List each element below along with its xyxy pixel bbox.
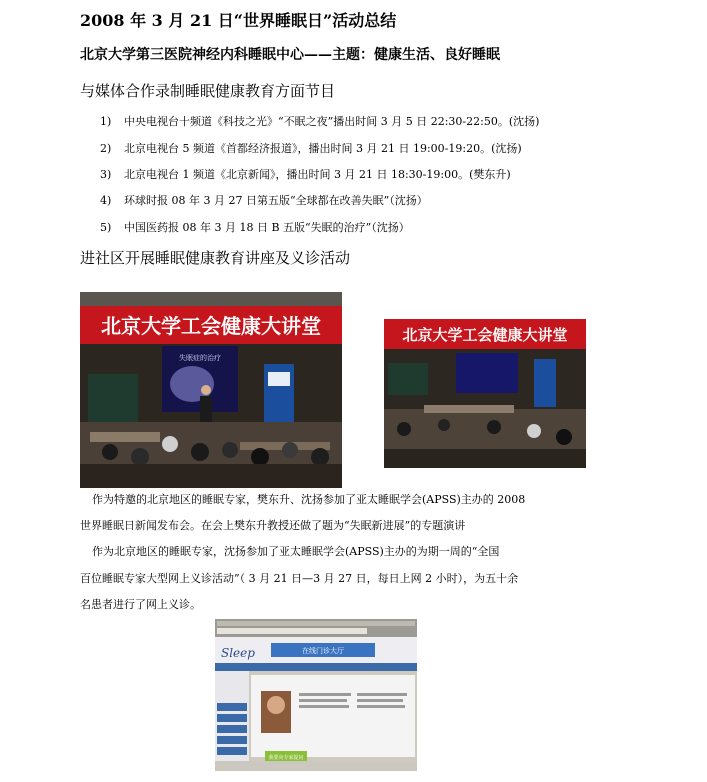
paragraph-2-line-2: 百位睡眠专家大型网上义诊活动”（ 3 月 21 日—3 月 27 日，每日上网 2 小时），为五十余 xyxy=(80,572,519,585)
banner-text: 北京大学工会健康大讲堂 xyxy=(101,314,321,338)
list-number: 1) xyxy=(100,115,112,128)
lecture-photo-small-svg xyxy=(384,319,586,468)
media-list-item xyxy=(100,140,522,156)
media-list-item xyxy=(100,166,511,182)
list-number: 3) xyxy=(100,168,112,181)
list-text: 北京电视台 5 频道《首都经济报道》，播出时间 3 月 21 日 19:00-19:20。(沈扬) xyxy=(124,142,522,155)
list-text: 环球时报 08 年 3 月 27 日第五版“全球都在改善失眠”（沈扬） xyxy=(124,194,428,207)
media-list-item xyxy=(100,219,410,235)
list-number: 4) xyxy=(100,194,112,207)
list-text: 北京电视台 1 频道《北京新闻》，播出时间 3 月 21 日 18:30-19:00。(樊东升) xyxy=(124,168,511,181)
lecture-photo-large-svg xyxy=(80,292,342,488)
list-number: 5) xyxy=(100,221,112,234)
site-logo-text: Sleep xyxy=(221,646,255,660)
site-banner-text: 在线门诊大厅 xyxy=(302,647,344,655)
media-list-item xyxy=(100,192,428,208)
online-clinic-screenshot-photo xyxy=(215,619,417,771)
online-clinic-screenshot-svg xyxy=(215,619,417,771)
slide-text: 失眠症的治疗 xyxy=(179,354,221,362)
banner-text: 北京大学工会健康大讲堂 xyxy=(402,326,568,344)
media-list-item xyxy=(100,113,539,129)
paragraph-1-line-1: 作为特邀的北京地区的睡眠专家，樊东升、沈扬参加了亚太睡眠学会(APSS)主办的 2008 xyxy=(92,493,526,506)
document-title: 2008 年 3 月 21 日“世界睡眠日”活动总结 xyxy=(80,11,397,30)
section-heading-media: 与媒体合作录制睡眠健康教育方面节目 xyxy=(80,82,336,100)
paragraph-2-line-3: 名患者进行了网上义诊。 xyxy=(80,598,201,611)
lecture-photo-large xyxy=(80,292,342,488)
paragraph-2-line-1: 作为北京地区的睡眠专家，沈扬参加了亚太睡眠学会(APSS)主办的为期一周的“全国 xyxy=(92,545,500,558)
section-heading-community: 进社区开展睡眠健康教育讲座及义诊活动 xyxy=(80,249,351,267)
ask-expert-button-text: 我要向专家提问 xyxy=(268,755,304,761)
document-subtitle: 北京大学第三医院神经内科睡眠中心——主题：健康生活、良好睡眠 xyxy=(80,47,500,63)
list-number: 2) xyxy=(100,142,112,155)
list-text: 中央电视台十频道《科技之光》“不眠之夜”播出时间 3 月 5 日 22:30-22:50。(沈扬) xyxy=(124,115,540,128)
lecture-photo-small xyxy=(384,319,586,468)
list-text: 中国医药报 08 年 3 月 18 日 B 五版“失眠的治疗”（沈扬） xyxy=(124,221,410,234)
paragraph-1-line-2: 世界睡眠日新闻发布会。在会上樊东升教授还做了题为“失眠新进展”的专题演讲 xyxy=(80,519,466,532)
